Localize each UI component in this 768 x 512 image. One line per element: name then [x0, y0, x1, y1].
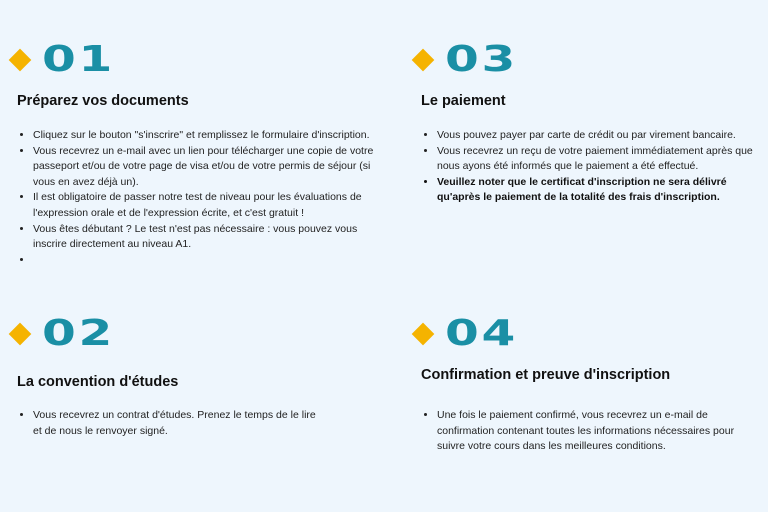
step-01-list: [17, 128, 383, 268]
step-04: [411, 313, 519, 354]
step-01: [8, 39, 116, 80]
list-item: • Vous recevrez un contrat d'études. Prenez le temps de le lire et de nous le renvoyer signé.: [33, 408, 323, 439]
step-02-header: [8, 313, 116, 354]
list-item: • Vous recevrez un e-mail avec un lien pour télécharger une copie de votre passeport et/ou de votre page de visa et/ou de votre permis de séjour (si vous en avez déjà un).: [33, 144, 383, 191]
step-number: 01: [42, 39, 116, 80]
diamond-bullet-icon: [412, 49, 435, 72]
step-title: La convention d'études: [17, 374, 179, 390]
step-title: Confirmation et preuve d'inscription: [421, 367, 671, 383]
step-03: [411, 39, 519, 80]
step-04-header: [411, 313, 519, 354]
diamond-bullet-icon: [9, 49, 32, 72]
step-03-header: [411, 39, 519, 80]
step-number: 02: [42, 313, 116, 354]
list-item-important: • Veuillez noter que le certificat d'inscription ne sera délivré qu'après le paiement de la totalité des frais d'inscription.: [437, 175, 757, 206]
step-04-list: [421, 408, 757, 455]
step-02: [8, 313, 116, 354]
list-item: • Il est obligatoire de passer notre test de niveau pour les évaluations de l'expression orale et de l'expression écrite, et c'est gratuit !: [33, 190, 383, 221]
diamond-bullet-icon: [412, 323, 435, 346]
list-item: • Vous êtes débutant ? Le test n'est pas nécessaire : vous pouvez vous inscrire directement au niveau A1.: [33, 222, 383, 253]
step-03-list: [421, 128, 757, 206]
step-number: 03: [445, 39, 519, 80]
step-title: Le paiement: [421, 93, 506, 109]
list-item: • Vous pouvez payer par carte de crédit ou par virement bancaire.: [437, 128, 757, 144]
step-01-header: [8, 39, 116, 80]
step-02-list: [17, 408, 323, 439]
list-item: • Une fois le paiement confirmé, vous recevrez un e-mail de confirmation contenant toutes les informations nécessaires pour suivre votre cours dans les meilleures conditions.: [437, 408, 757, 455]
diamond-bullet-icon: [9, 323, 32, 346]
step-number: 04: [445, 313, 519, 354]
list-item: • Cliquez sur le bouton "s'inscrire" et remplissez le formulaire d'inscription.: [33, 128, 383, 144]
step-title: Préparez vos documents: [17, 93, 189, 109]
list-item: • Vous recevrez un reçu de votre paiement immédiatement après que nous ayons été informés que le paiement a été effectué.: [437, 144, 757, 175]
list-item: [33, 253, 383, 269]
